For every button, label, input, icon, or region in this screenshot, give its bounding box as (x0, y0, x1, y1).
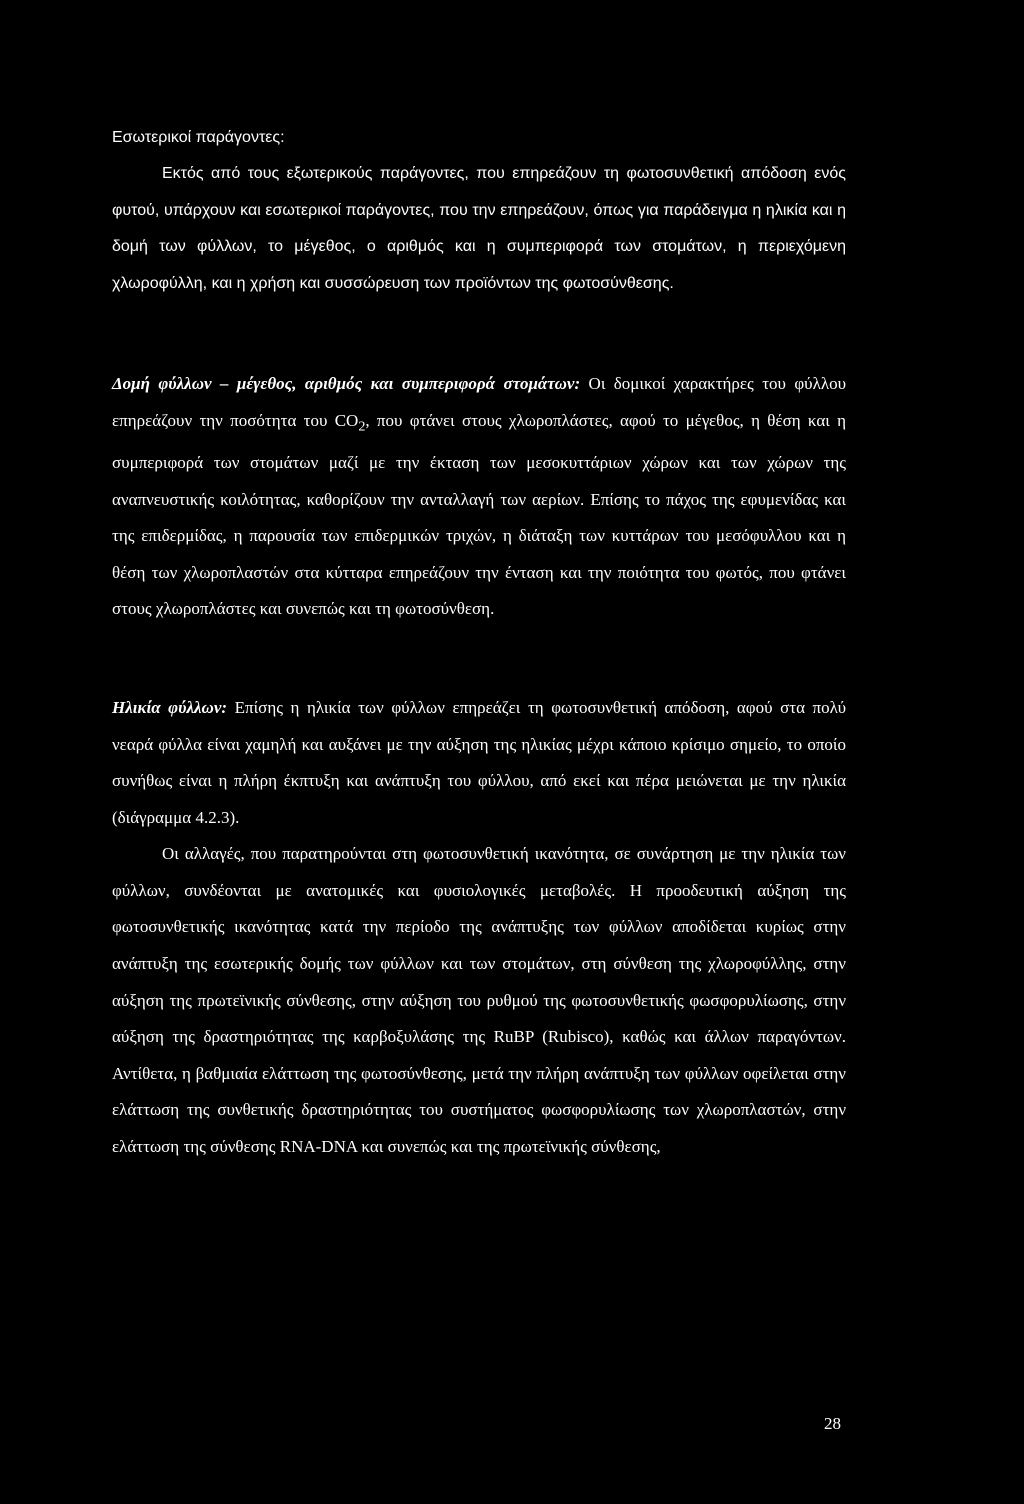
co2-subscript: 2 (358, 418, 366, 435)
structure-text-b: , που φτάνει στους χλωροπλάστες, αφού το μέγεθος, η θέση και η συμπεριφορά των στομάτων μαζί με την έκταση των μεσοκυττάριων χώρων και των χώρων της αναπνευστικής κοιλότητας, καθορίζουν την ανταλλαγή των αερίων. Επίσης το πάχος της εφυμενίδας και της επιδερμίδας, η παρουσία των επιδερμικών τριχών, η διάταξη των κυττάρων του μεσόφυλλου και η θέση των χλωροπλαστών στα κύτταρα επηρεάζουν την ένταση και την ποιότητα του φωτός, που φτάνει στους χλωροπλάστες και συνεπώς και τη φωτοσύνθεση. (112, 410, 846, 619)
structure-lead: Δομή φύλλων – μέγεθος, αριθμός και συμπεριφορά στομάτων: (112, 374, 581, 394)
spacer (112, 628, 846, 690)
page-body (112, 120, 846, 1166)
age-paragraph (112, 690, 846, 836)
structure-text-a: Οι δομικοί χαρακτήρες του φύλλου επηρεάζουν την ποσότητα του CO (112, 374, 846, 430)
structure-paragraph (112, 366, 846, 628)
age-continuation-paragraph: Οι αλλαγές, που παρατηρούνται στη φωτοσυνθετική ικανότητα, σε συνάρτηση με την ηλικία των φύλλων, συνδέονται με ανατομικές και φυσιολογικές μεταβολές. Η προοδευτική αύξηση της φωτοσυνθετικής ικανότητας κατά την περίοδο της ανάπτυξης των φύλλων αποδίδεται κυρίως στην ανάπτυξη της εσωτερικής δομής των φύλλων και των στομάτων, στη σύνθεση της χλωροφύλλης, στην αύξηση της πρωτεϊνικής σύνθεσης, στην αύξηση του ρυθμού της φωτοσυνθετικής φωσφορυλίωσης, στην αύξηση της δραστηριότητας της καρβοξυλάσης της RuBP (Rubisco), καθώς και άλλων παραγόντων. Αντίθετα, η βαθμιαία ελάττωση της φωτοσύνθεσης, μετά την πλήρη ανάπτυξη των φύλλων οφείλεται στην ελάττωση της συνθετικής δραστηριότητας του συστήματος φωσφορυλίωσης των χλωροπλαστών, στην ελάττωση της σύνθεσης RNA-DNA και συνεπώς και της πρωτεϊνικής σύνθεσης, (112, 844, 846, 1157)
page-number: 28 (824, 1414, 841, 1433)
section-heading: Εσωτερικοί παράγοντες: (112, 129, 285, 146)
spacer (112, 302, 846, 366)
age-text: Επίσης η ηλικία των φύλλων επηρεάζει τη φωτοσυνθετική απόδοση, αφού στα πολύ νεαρά φύλλα είναι χαμηλή και αυξάνει με την αύξηση της ηλικίας μέχρι κάποιο κρίσιμο σημείο, το οποίο συνήθως είναι η πλήρη έκπτυξη και ανάπτυξη του φύλλου, από εκεί και πέρα μειώνεται με την ηλικία (διάγραμμα 4.2.3). (112, 697, 846, 827)
intro-paragraph: Εκτός από τους εξωτερικούς παράγοντες, που επηρεάζουν τη φωτοσυνθετική απόδοση ενός φυτού, υπάρχουν και εσωτερικοί παράγοντες, που την επηρεάζουν, όπως για παράδειγμα η ηλικία και η δομή των φύλλων, το μέγεθος, ο αριθμός και η συμπεριφορά των στομάτων, η περιεχόμενη χλωροφύλλη, και η χρήση και συσσώρευση των προϊόντων της φωτοσύνθεσης. (112, 165, 846, 292)
age-lead: Ηλικία φύλλων: (112, 697, 228, 717)
